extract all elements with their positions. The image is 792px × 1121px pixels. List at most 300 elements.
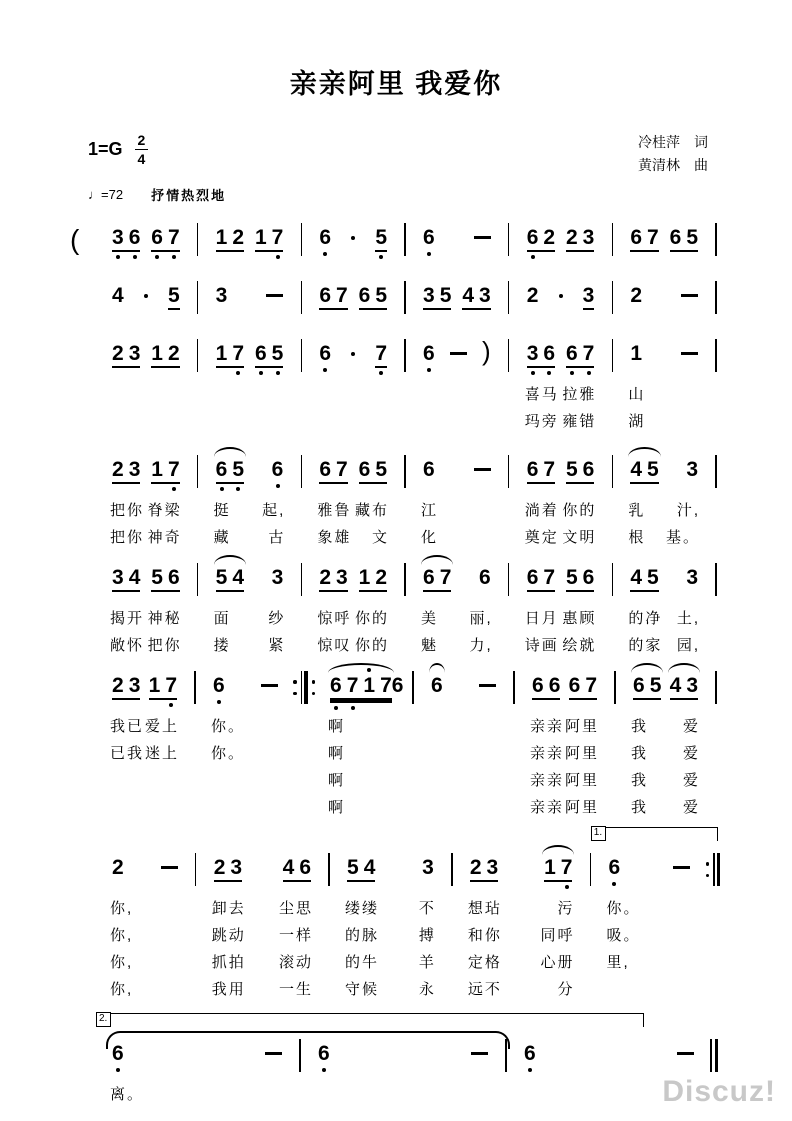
lyric-syllable: 绘就 xyxy=(562,637,597,654)
lyric-syllable: 根 xyxy=(628,529,646,546)
lyric-cell-row4 xyxy=(621,793,710,820)
barline xyxy=(508,455,510,488)
lyric-cell-row2 xyxy=(100,631,192,658)
note-digit: 4 xyxy=(282,856,295,879)
system-7 xyxy=(66,827,722,1002)
lyric-cell-row2 xyxy=(411,523,503,550)
lyric-cell-row4 xyxy=(596,975,702,1002)
note-digit: 5 xyxy=(647,566,659,589)
note-digit: 5 xyxy=(232,458,245,481)
barline-single xyxy=(609,666,621,712)
lyric-cell-row1 xyxy=(621,712,710,739)
lyric-syllable: 的净 xyxy=(628,610,663,627)
barline-single xyxy=(710,276,722,322)
note-digit: 2 xyxy=(232,226,245,249)
augmentation-dot xyxy=(144,294,148,298)
lyric-cell-row2 xyxy=(202,921,323,948)
lyric-syllable: 阿里 xyxy=(564,799,599,816)
meter-denominator: 4 xyxy=(137,151,146,167)
note-token xyxy=(532,675,560,700)
lyric-cell-row1 xyxy=(335,894,446,921)
barline xyxy=(304,671,308,704)
lyricist-line xyxy=(638,131,708,154)
note-digit: 2 xyxy=(543,226,556,249)
note-digit: 1 xyxy=(151,458,163,481)
notes-row xyxy=(318,666,407,712)
lyric-syllable: 敞怀 xyxy=(110,637,145,654)
notes-row xyxy=(411,334,503,380)
barline-single xyxy=(606,334,618,380)
lyric-syllable: 的脉 xyxy=(345,927,380,944)
notes-row xyxy=(621,666,710,712)
lyric-cell-row1 xyxy=(100,604,192,631)
barline xyxy=(197,339,199,372)
dash-note xyxy=(474,236,491,239)
system-4 xyxy=(66,450,722,550)
barline xyxy=(715,1039,719,1072)
lyric-syllable: 搏 xyxy=(418,927,436,944)
note-digit: 6 xyxy=(524,1042,536,1065)
lyric-syllable: 守候 xyxy=(345,981,380,998)
watermark-discuz: Discuz! xyxy=(662,1075,776,1108)
lyric-cell-row2 xyxy=(520,739,609,766)
notes-row xyxy=(307,558,399,604)
lyric-syllable: 魅 xyxy=(421,637,439,654)
note-token xyxy=(423,285,451,310)
notes-row xyxy=(618,334,710,380)
lyric-syllable: 起, xyxy=(262,502,286,519)
lyric-cell-row1 xyxy=(202,894,323,921)
note-token xyxy=(359,567,387,592)
measure xyxy=(307,558,399,658)
note-token xyxy=(527,227,555,252)
notes-row xyxy=(515,450,607,496)
note-token xyxy=(686,567,698,592)
lyric-cell-row1 xyxy=(411,496,503,523)
note-digit: 6 xyxy=(532,674,544,697)
lyric-syllable: 揭开 xyxy=(110,610,145,627)
notes-row xyxy=(307,334,399,380)
note-token xyxy=(423,343,435,368)
lyric-cell-row3 xyxy=(100,766,189,793)
note-digit: 6 xyxy=(330,674,342,697)
barline xyxy=(508,281,510,314)
measure xyxy=(318,666,407,820)
notes-row xyxy=(411,450,503,496)
lyric-syllable: 爱 xyxy=(682,745,700,762)
notes-row xyxy=(100,558,192,604)
note-token xyxy=(319,459,347,484)
measure xyxy=(204,334,296,434)
note-digit: 6 xyxy=(669,226,682,249)
lyric-cell-row1 xyxy=(201,712,290,739)
note-token xyxy=(112,285,124,310)
measure xyxy=(307,450,399,550)
lyric-syllable: 心册 xyxy=(540,954,575,971)
note-token xyxy=(214,857,242,882)
barline-single xyxy=(606,276,618,322)
repeat-dot xyxy=(706,862,710,866)
note-digit: 6 xyxy=(358,458,371,481)
note-digit: 3 xyxy=(486,856,499,879)
lyric-syllable: 跳动 xyxy=(211,927,246,944)
notes-row xyxy=(515,558,607,604)
note-digit: 6 xyxy=(319,284,332,307)
lyric-cell-row3 xyxy=(202,948,323,975)
note-token xyxy=(630,459,658,484)
note-digit: 3 xyxy=(479,284,491,307)
lyric-syllable: 惊叹 xyxy=(317,637,352,654)
note-digit: 7 xyxy=(560,856,573,879)
composer-role: 曲 xyxy=(694,157,708,174)
augmentation-dot xyxy=(351,236,355,240)
volta-bracket xyxy=(591,827,718,841)
note-token xyxy=(479,567,491,592)
note-digit: 7 xyxy=(232,342,245,365)
barline-single xyxy=(295,276,307,322)
note-token xyxy=(319,567,347,592)
note-digit: 2 xyxy=(213,856,226,879)
barline-single xyxy=(399,450,411,496)
barline xyxy=(301,671,303,704)
note-digit: 5 xyxy=(347,856,359,879)
lyric-cell-row1 xyxy=(100,380,192,407)
barline-single xyxy=(584,848,596,894)
barline-single xyxy=(399,558,411,604)
lyric-syllable: 淌着 xyxy=(524,502,559,519)
note-digit: 2 xyxy=(167,342,180,365)
note-digit: 5 xyxy=(271,342,284,365)
note-digit: 6 xyxy=(151,226,163,249)
barline xyxy=(508,339,510,372)
note-digit: 7 xyxy=(165,674,177,697)
note-digit: 5 xyxy=(649,674,662,697)
barline xyxy=(328,853,330,886)
lyric-syllable: 羊 xyxy=(418,954,436,971)
lyric-syllable: 脊梁 xyxy=(147,502,182,519)
note-digit: 3 xyxy=(582,284,595,307)
barline xyxy=(713,853,715,886)
note-digit: 3 xyxy=(271,566,284,589)
note-token xyxy=(149,675,177,700)
barline xyxy=(508,563,510,596)
notes-row xyxy=(411,276,503,322)
repeat-dots xyxy=(312,671,316,704)
lyric-syllable: 啊 xyxy=(328,745,346,762)
lyric-syllable: 爱 xyxy=(682,799,700,816)
lyric-cell-row3 xyxy=(201,766,290,793)
measure xyxy=(419,666,508,820)
note-token xyxy=(112,675,140,700)
note-digit: 6 xyxy=(526,458,539,481)
note-digit: 6 xyxy=(213,674,225,697)
note-digit: 3 xyxy=(422,856,434,879)
lyric-syllable: 你, xyxy=(110,981,134,998)
lyric-syllable: 的家 xyxy=(628,637,663,654)
note-digit: 4 xyxy=(630,458,643,481)
system-3 xyxy=(66,334,722,434)
notes-row xyxy=(520,666,609,712)
note-digit: 3 xyxy=(336,566,348,589)
dash-note xyxy=(161,866,178,869)
lyric-syllable: 土, xyxy=(676,610,701,627)
measure xyxy=(100,276,192,322)
measure xyxy=(202,848,323,1002)
barline xyxy=(612,563,614,596)
note-digit: 4 xyxy=(128,566,141,589)
note-digit: 3 xyxy=(112,566,124,589)
note-token xyxy=(359,285,387,310)
credits xyxy=(638,131,708,177)
note-token xyxy=(272,567,284,592)
system-6 xyxy=(66,666,722,820)
note-digit: 4 xyxy=(363,856,376,879)
note-digit: 6 xyxy=(565,342,578,365)
note-token xyxy=(608,857,620,882)
note-token xyxy=(566,567,594,592)
barline xyxy=(301,563,303,596)
note-digit: 6 xyxy=(112,1042,124,1065)
barline-single xyxy=(295,558,307,604)
long-slur xyxy=(106,1031,510,1049)
barline-single xyxy=(192,558,204,604)
note-token xyxy=(566,227,594,252)
measure xyxy=(515,450,607,550)
notes-row xyxy=(202,848,323,894)
notes-row xyxy=(100,848,190,894)
lyric-syllable: 你。 xyxy=(211,718,246,735)
note-digit: 6 xyxy=(608,856,621,879)
note-digit: 6 xyxy=(319,458,332,481)
lyric-syllable: 迷上 xyxy=(144,745,179,762)
lyric-cell-row2 xyxy=(100,921,190,948)
note-token xyxy=(216,567,244,592)
barline-single xyxy=(508,666,520,712)
note-token xyxy=(112,857,124,882)
measure xyxy=(100,334,192,434)
barline xyxy=(412,671,414,704)
measure xyxy=(100,848,190,1002)
lyric-syllable: 啊 xyxy=(328,772,346,789)
lyric-syllable: 美 xyxy=(421,610,439,627)
note-token xyxy=(544,857,572,882)
lyric-syllable: 一生 xyxy=(279,981,314,998)
dash-note xyxy=(681,352,698,355)
lyric-cell-row1 xyxy=(520,712,609,739)
note-token xyxy=(272,459,284,484)
note-digit: 6 xyxy=(431,674,443,697)
barline-single xyxy=(446,848,458,894)
notes-row xyxy=(419,666,508,712)
barline-single xyxy=(192,218,204,264)
lyric-cell-row1 xyxy=(307,380,399,407)
note-digit: 3 xyxy=(526,342,539,365)
note-digit: 7 xyxy=(167,226,180,249)
note-digit: 5 xyxy=(151,566,163,589)
barline-single xyxy=(399,334,411,380)
note-token xyxy=(319,343,331,368)
note-token xyxy=(151,227,179,252)
barline xyxy=(301,223,303,256)
lyric-cell-row4 xyxy=(458,975,585,1002)
barline xyxy=(404,455,406,488)
lyric-cell-row4 xyxy=(202,975,323,1002)
note-digit: 5 xyxy=(565,458,578,481)
dash-note xyxy=(673,866,690,869)
notes-row xyxy=(618,218,710,264)
lyric-syllable: 我 xyxy=(631,745,649,762)
lyric-syllable: 啊 xyxy=(328,799,346,816)
notes-row xyxy=(100,450,192,496)
note-digit: 7 xyxy=(271,226,284,249)
lyric-syllable: 藏布 xyxy=(355,502,390,519)
lyric-syllable: 亲亲 xyxy=(530,745,565,762)
notes-row xyxy=(515,334,607,380)
lyric-syllable: 污 xyxy=(557,900,575,917)
note-digit: 7 xyxy=(167,458,180,481)
note-token xyxy=(151,459,179,484)
augmentation-dot xyxy=(559,294,563,298)
lyric-syllable: 日月 xyxy=(524,610,559,627)
lyric-cell-row3 xyxy=(458,948,585,975)
barline-single xyxy=(192,334,204,380)
lyric-syllable: 你。 xyxy=(211,745,246,762)
barline-single xyxy=(710,558,722,604)
lyric-syllable: 基。 xyxy=(666,529,701,546)
measure xyxy=(515,276,607,322)
barline-single xyxy=(503,450,515,496)
note-token xyxy=(422,857,434,882)
note-digit: 6 xyxy=(215,458,228,481)
note-digit: 6 xyxy=(423,226,435,249)
note-digit: 5 xyxy=(215,566,228,589)
lyric-cell-row1 xyxy=(306,1080,500,1107)
note-digit: 6 xyxy=(319,226,332,249)
note-digit: 6 xyxy=(319,342,332,365)
barline xyxy=(194,671,196,704)
barline-single xyxy=(606,558,618,604)
note-token xyxy=(670,227,698,252)
lyric-syllable: 亲亲 xyxy=(530,718,565,735)
measure xyxy=(307,218,399,264)
note-token xyxy=(431,675,443,700)
lyricist-name: 冷桂萍 xyxy=(638,134,680,150)
barline xyxy=(715,223,717,256)
key-label: 1=G xyxy=(88,139,123,159)
lyric-cell-row2 xyxy=(100,523,192,550)
lyric-syllable: 同呼 xyxy=(540,927,575,944)
measure xyxy=(596,848,702,1002)
lyric-syllable: 象雄 xyxy=(317,529,352,546)
note-digit: 3 xyxy=(128,342,141,365)
measure xyxy=(100,218,192,264)
lyric-syllable: 我 xyxy=(631,799,649,816)
dash-note xyxy=(265,1052,282,1055)
notes-row xyxy=(307,450,399,496)
note-token xyxy=(255,343,283,368)
notes-row xyxy=(335,848,446,894)
note-token xyxy=(392,675,404,700)
lyric-cell-row2 xyxy=(515,631,607,658)
barline xyxy=(590,853,592,886)
time-signature xyxy=(135,133,149,166)
volta-label: 1. xyxy=(591,826,606,841)
note-digit: 2 xyxy=(112,856,124,879)
barline-repeat-end xyxy=(702,848,722,894)
measure xyxy=(335,848,446,1002)
lyric-syllable: 缕缕 xyxy=(345,900,380,917)
note-digit: 7 xyxy=(375,342,387,365)
lyric-cell-row1 xyxy=(318,712,407,739)
lyric-cell-row4 xyxy=(100,975,190,1002)
lyric-cell-row3 xyxy=(100,948,190,975)
note-digit: 5 xyxy=(375,226,387,249)
note-digit: 6 xyxy=(358,284,371,307)
note-digit: 6 xyxy=(391,674,404,697)
dash-note xyxy=(677,1052,694,1055)
note-token xyxy=(359,459,387,484)
dash-note xyxy=(479,684,496,687)
note-digit: 2 xyxy=(112,674,124,697)
note-digit: 6 xyxy=(548,674,561,697)
notes-row xyxy=(458,848,585,894)
measure xyxy=(618,276,710,322)
paren: ) xyxy=(482,336,491,366)
lyric-syllable: 诗画 xyxy=(524,637,559,654)
measure xyxy=(100,666,189,820)
lyric-syllable: 和你 xyxy=(467,927,502,944)
barline-single xyxy=(503,218,515,264)
barline-single xyxy=(606,450,618,496)
lyric-cell-row2 xyxy=(411,631,503,658)
lyric-cell-row1 xyxy=(411,604,503,631)
barline-single xyxy=(192,450,204,496)
note-digit: 6 xyxy=(543,342,556,365)
note-token xyxy=(630,285,642,310)
system-8 xyxy=(66,1013,722,1107)
lyric-cell-row2 xyxy=(515,407,607,434)
lyric-syllable: 阿里 xyxy=(564,718,599,735)
note-token xyxy=(527,459,555,484)
barline xyxy=(197,281,199,314)
composer-line xyxy=(638,154,708,177)
note-token xyxy=(527,285,539,310)
note-digit: 7 xyxy=(543,458,556,481)
note-token xyxy=(375,343,387,368)
lyric-cell-row4 xyxy=(520,793,609,820)
measure xyxy=(100,450,192,550)
note-digit: 5 xyxy=(439,284,452,307)
lyric-syllable: 一样 xyxy=(279,927,314,944)
lyric-cell-row2 xyxy=(307,523,399,550)
lyric-syllable: 神奇 xyxy=(147,529,182,546)
lyric-syllable: 你的 xyxy=(562,502,597,519)
lyric-cell-row2 xyxy=(596,921,702,948)
note-token xyxy=(216,459,244,484)
lyric-cell-row2 xyxy=(100,407,192,434)
note-token xyxy=(216,343,244,368)
notes-row xyxy=(201,666,290,712)
measure xyxy=(458,848,585,1002)
lyric-syllable: 阿里 xyxy=(564,772,599,789)
repeat-dots xyxy=(293,671,297,704)
lyric-cell-row4 xyxy=(100,793,189,820)
lyric-cell-row2 xyxy=(411,407,503,434)
note-token xyxy=(330,675,392,700)
note-digit: 7 xyxy=(346,674,359,697)
augmentation-dot xyxy=(351,352,355,356)
note-digit: 6 xyxy=(299,856,312,879)
